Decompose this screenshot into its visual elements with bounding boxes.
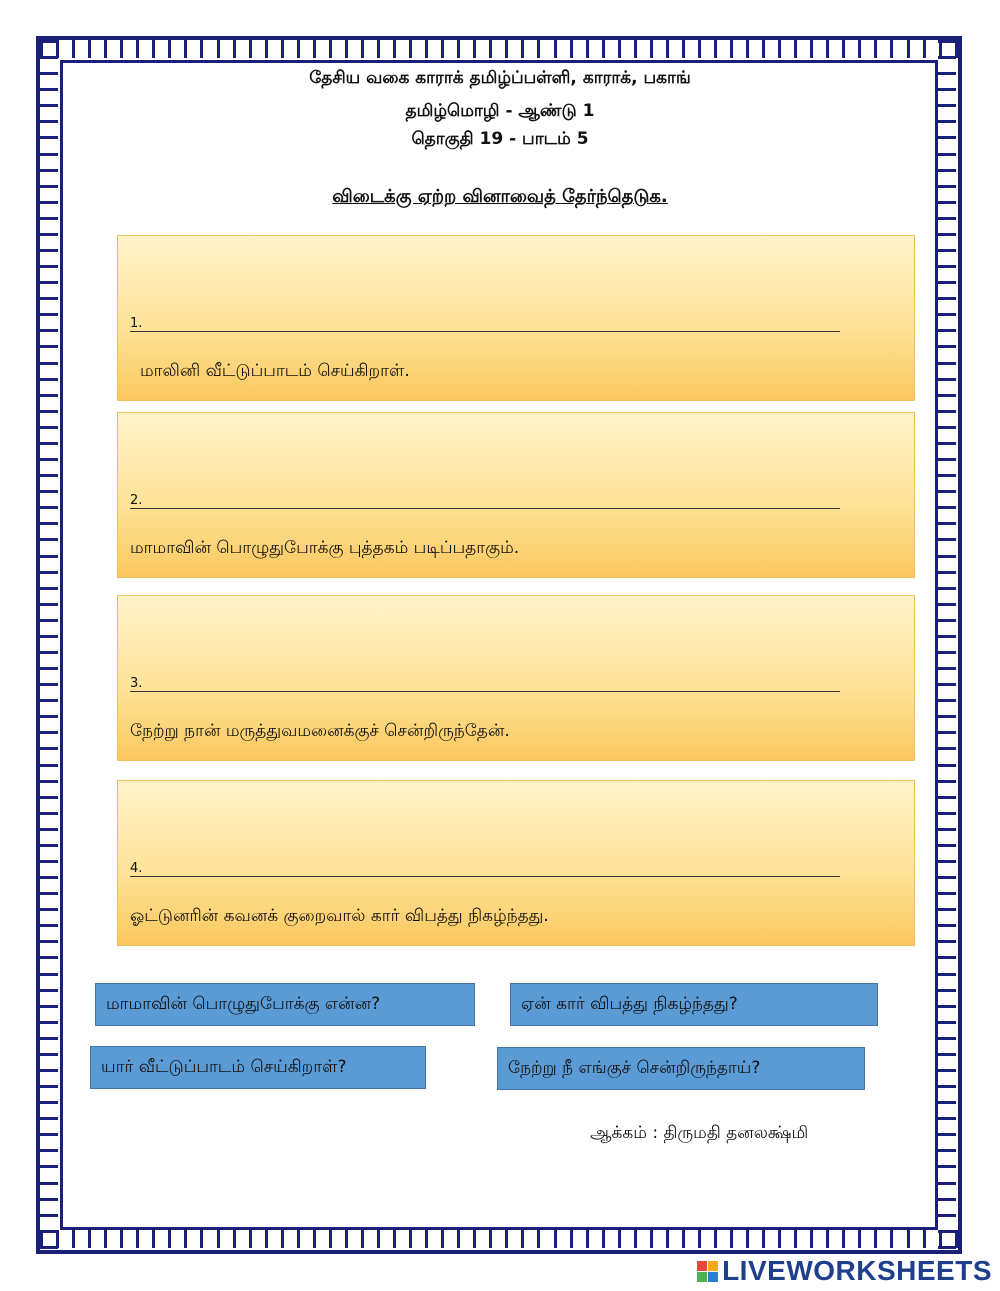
border-tick [473, 40, 476, 58]
border-tick [88, 1230, 91, 1248]
border-tick [40, 490, 58, 493]
border-tick [890, 1230, 893, 1248]
border-tick [152, 1230, 155, 1248]
border-tick [72, 40, 75, 58]
border-tick [762, 40, 765, 58]
border-tick [938, 860, 956, 863]
border-tick [40, 313, 58, 316]
border-tick [40, 458, 58, 461]
border-tick [554, 40, 557, 58]
border-tick [425, 40, 428, 58]
border-tick [329, 1230, 332, 1248]
border-tick [40, 1230, 58, 1233]
border-tick [40, 56, 58, 59]
border-tick [938, 1053, 956, 1056]
border-tick [938, 233, 956, 236]
border-tick [40, 940, 58, 943]
border-tick [938, 362, 956, 365]
border-tick [634, 1230, 637, 1248]
border-tick [40, 1214, 58, 1217]
border-tick [40, 1085, 58, 1088]
border-tick [40, 329, 58, 332]
border-tick [40, 908, 58, 911]
answer-drop-zone-2[interactable] [130, 488, 840, 509]
border-tick [938, 426, 956, 429]
border-tick [40, 635, 58, 638]
border-tick [570, 1230, 573, 1248]
option-card[interactable]: மாமாவின் பொழுதுபோக்கு என்ன? [95, 983, 475, 1026]
border-tick [297, 1230, 300, 1248]
border-tick [938, 522, 956, 525]
border-tick [938, 828, 956, 831]
border-tick [938, 378, 956, 381]
question-box-4 [117, 780, 915, 946]
border-tick [682, 1230, 685, 1248]
border-tick [938, 603, 956, 606]
border-tick [938, 555, 956, 558]
border-tick [40, 153, 58, 156]
border-tick [40, 1133, 58, 1136]
answer-text: நேற்று நான் மருத்துவமனைக்குச் சென்றிருந்தேன். [130, 721, 510, 741]
border-tick [938, 892, 956, 895]
border-tick [746, 1230, 749, 1248]
border-tick [40, 1053, 58, 1056]
border-tick [602, 1230, 605, 1248]
border-tick [938, 571, 956, 574]
border-tick [40, 362, 58, 365]
border-tick [136, 1230, 139, 1248]
question-number: 3. [130, 676, 143, 691]
border-tick [40, 233, 58, 236]
border-tick [441, 40, 444, 58]
border-tick [938, 1246, 956, 1249]
border-tick [489, 40, 492, 58]
border-tick [40, 812, 58, 815]
border-tick [938, 844, 956, 847]
border-tick [425, 1230, 428, 1248]
border-tick [938, 956, 956, 959]
border-tick [938, 313, 956, 316]
border-tick [40, 410, 58, 413]
border-tick [104, 40, 107, 58]
border-tick [907, 1230, 910, 1248]
border-tick [938, 651, 956, 654]
border-tick [938, 394, 956, 397]
border-tick [826, 40, 829, 58]
border-tick [938, 329, 956, 332]
border-tick [281, 1230, 284, 1248]
border-tick [457, 40, 460, 58]
border-tick [938, 40, 956, 43]
border-tick [890, 40, 893, 58]
border-tick [698, 40, 701, 58]
answer-drop-zone-1[interactable] [130, 311, 840, 332]
border-tick [313, 40, 316, 58]
border-tick [377, 1230, 380, 1248]
border-tick [698, 1230, 701, 1248]
border-tick [409, 1230, 412, 1248]
border-tick [938, 1214, 956, 1217]
border-tick [938, 56, 956, 59]
border-tick [938, 747, 956, 750]
border-tick [842, 1230, 845, 1248]
border-tick [40, 281, 58, 284]
border-tick [938, 442, 956, 445]
border-tick [184, 1230, 187, 1248]
border-tick [938, 635, 956, 638]
border-tick [40, 426, 58, 429]
border-tick [40, 956, 58, 959]
border-tick [361, 1230, 364, 1248]
border-tick [40, 1037, 58, 1040]
border-tick [938, 973, 956, 976]
border-tick [874, 40, 877, 58]
border-tick [730, 1230, 733, 1248]
border-ticks-bottom [40, 1230, 958, 1250]
border-tick [634, 40, 637, 58]
border-tick [217, 40, 220, 58]
border-tick [938, 297, 956, 300]
border-tick [794, 40, 797, 58]
border-tick [505, 40, 508, 58]
border-tick [40, 474, 58, 477]
border-tick [281, 40, 284, 58]
question-box-1 [117, 235, 915, 401]
border-tick [938, 989, 956, 992]
border-tick [104, 1230, 107, 1248]
border-tick [826, 1230, 829, 1248]
border-tick [152, 40, 155, 58]
border-tick [40, 1198, 58, 1201]
border-tick [938, 1149, 956, 1152]
question-box-3 [117, 595, 915, 761]
border-tick [730, 40, 733, 58]
border-tick [537, 40, 540, 58]
border-tick [938, 410, 956, 413]
border-tick [938, 796, 956, 799]
border-tick [40, 1182, 58, 1185]
border-tick [120, 40, 123, 58]
border-tick [810, 40, 813, 58]
border-tick [40, 989, 58, 992]
border-tick [874, 1230, 877, 1248]
border-tick [457, 1230, 460, 1248]
border-tick [40, 442, 58, 445]
border-tick [938, 217, 956, 220]
border-tick [409, 40, 412, 58]
border-tick [938, 876, 956, 879]
border-tick [938, 1069, 956, 1072]
border-tick [650, 1230, 653, 1248]
border-tick [40, 538, 58, 541]
border-tick [200, 1230, 203, 1248]
border-tick [217, 1230, 220, 1248]
border-tick [858, 1230, 861, 1248]
border-tick [265, 40, 268, 58]
border-ticks-right [938, 40, 958, 1250]
border-tick [938, 715, 956, 718]
border-tick [618, 1230, 621, 1248]
border-tick [938, 281, 956, 284]
border-tick [923, 1230, 926, 1248]
border-tick [554, 1230, 557, 1248]
border-tick [40, 1069, 58, 1072]
instruction: விடைக்கு ஏற்ற வினாவைத் தேர்ந்தெடுக. [332, 186, 668, 207]
border-tick [938, 683, 956, 686]
border-tick [345, 1230, 348, 1248]
border-tick [938, 924, 956, 927]
border-tick [40, 619, 58, 622]
border-tick [794, 1230, 797, 1248]
border-tick [40, 394, 58, 397]
border-tick [40, 844, 58, 847]
school-name: தேசிய வகை காராக் தமிழ்ப்பள்ளி, காராக், பகாங் [309, 68, 691, 88]
border-tick [393, 1230, 396, 1248]
answer-text: மாலினி வீட்டுப்பாடம் செய்கிறாள். [140, 361, 410, 381]
border-tick [40, 1117, 58, 1120]
border-tick [40, 506, 58, 509]
border-tick [938, 908, 956, 911]
option-card[interactable]: நேற்று நீ எங்குச் சென்றிருந்தாய்? [497, 1047, 865, 1090]
border-tick [938, 1101, 956, 1104]
border-tick [40, 683, 58, 686]
watermark-text: LIVEWORKSHEETS [722, 1255, 992, 1286]
border-ticks-left [40, 40, 60, 1250]
answer-drop-zone-4[interactable] [130, 856, 840, 877]
border-tick [361, 40, 364, 58]
border-tick [938, 1021, 956, 1024]
border-tick [40, 1246, 58, 1249]
border-tick [40, 40, 58, 43]
border-tick [40, 297, 58, 300]
border-tick [233, 1230, 236, 1248]
border-tick [938, 345, 956, 348]
border-tick [938, 1182, 956, 1185]
border-tick [938, 1133, 956, 1136]
border-tick [938, 1117, 956, 1120]
question-number: 1. [130, 316, 143, 331]
border-tick [265, 1230, 268, 1248]
border-tick [666, 1230, 669, 1248]
border-tick [40, 1021, 58, 1024]
border-tick [184, 40, 187, 58]
border-tick [938, 538, 956, 541]
lesson-title: தொகுதி 19 - பாடம் 5 [411, 129, 589, 149]
border-tick [40, 1149, 58, 1152]
border-tick [345, 40, 348, 58]
border-tick [72, 1230, 75, 1248]
border-tick [393, 40, 396, 58]
border-tick [40, 780, 58, 783]
border-tick [377, 40, 380, 58]
border-tick [40, 378, 58, 381]
border-tick [618, 40, 621, 58]
border-tick [40, 667, 58, 670]
border-tick [505, 1230, 508, 1248]
border-tick [40, 571, 58, 574]
border-tick [441, 1230, 444, 1248]
border-tick [842, 40, 845, 58]
border-tick [473, 1230, 476, 1248]
border-tick [938, 1198, 956, 1201]
border-tick [40, 747, 58, 750]
border-tick [40, 764, 58, 767]
option-card[interactable]: ஏன் கார் விபத்து நிகழ்ந்தது? [510, 983, 878, 1026]
border-tick [746, 40, 749, 58]
border-tick [602, 40, 605, 58]
question-box-2 [117, 412, 915, 578]
border-tick [810, 1230, 813, 1248]
border-tick [938, 699, 956, 702]
border-tick [40, 265, 58, 268]
border-tick [938, 1165, 956, 1168]
border-tick [40, 522, 58, 525]
border-tick [40, 715, 58, 718]
border-tick [537, 1230, 540, 1248]
border-tick [938, 587, 956, 590]
border-tick [120, 1230, 123, 1248]
author-credit: ஆக்கம் : திருமதி தனலக்ஷ்மி [590, 1123, 809, 1143]
border-tick [136, 40, 139, 58]
border-tick [40, 587, 58, 590]
border-tick [40, 651, 58, 654]
border-tick [938, 153, 956, 156]
border-tick [938, 1230, 956, 1233]
border-tick [938, 265, 956, 268]
border-tick [297, 40, 300, 58]
border-tick [938, 474, 956, 477]
border-tick [666, 40, 669, 58]
option-card[interactable]: யார் வீட்டுப்பாடம் செய்கிறாள்? [90, 1046, 426, 1089]
border-tick [907, 40, 910, 58]
border-tick [40, 603, 58, 606]
border-tick [489, 1230, 492, 1248]
border-tick [570, 40, 573, 58]
border-tick [40, 169, 58, 172]
border-tick [40, 876, 58, 879]
border-tick [40, 1165, 58, 1168]
border-tick [586, 40, 589, 58]
border-tick [521, 1230, 524, 1248]
border-tick [249, 40, 252, 58]
border-tick [40, 828, 58, 831]
border-tick [329, 40, 332, 58]
border-tick [233, 40, 236, 58]
border-tick [40, 892, 58, 895]
border-tick [938, 458, 956, 461]
answer-text: ஓட்டுனரின் கவனக் குறைவால் கார் விபத்து நிகழ்ந்தது. [130, 906, 549, 926]
border-tick [938, 169, 956, 172]
border-tick [938, 1005, 956, 1008]
border-tick [650, 40, 653, 58]
border-tick [40, 973, 58, 976]
border-tick [938, 667, 956, 670]
border-tick [938, 490, 956, 493]
border-ticks-top [40, 40, 958, 60]
border-tick [938, 764, 956, 767]
border-tick [40, 345, 58, 348]
border-tick [938, 619, 956, 622]
border-tick [938, 940, 956, 943]
answer-text: மாமாவின் பொழுதுபோக்கு புத்தகம் படிப்பதாகும். [130, 538, 520, 558]
border-tick [40, 796, 58, 799]
liveworksheets-watermark [697, 1255, 992, 1287]
border-tick [40, 249, 58, 252]
border-tick [40, 860, 58, 863]
border-tick [249, 1230, 252, 1248]
border-tick [938, 1037, 956, 1040]
border-tick [40, 1005, 58, 1008]
border-tick [714, 40, 717, 58]
border-tick [938, 506, 956, 509]
border-tick [778, 1230, 781, 1248]
border-tick [778, 40, 781, 58]
subject-title: தமிழ்மொழி - ஆண்டு 1 [405, 101, 595, 121]
border-tick [168, 40, 171, 58]
border-tick [923, 40, 926, 58]
question-number: 4. [130, 861, 143, 876]
border-tick [40, 555, 58, 558]
border-tick [762, 1230, 765, 1248]
border-tick [938, 1085, 956, 1088]
border-tick [938, 780, 956, 783]
border-tick [313, 1230, 316, 1248]
border-tick [521, 40, 524, 58]
border-tick [858, 40, 861, 58]
question-number: 2. [130, 493, 143, 508]
border-tick [682, 40, 685, 58]
border-tick [88, 40, 91, 58]
border-tick [714, 1230, 717, 1248]
liveworksheets-logo-icon [697, 1261, 718, 1282]
answer-drop-zone-3[interactable] [130, 671, 840, 692]
border-tick [938, 249, 956, 252]
border-tick [586, 1230, 589, 1248]
border-tick [40, 924, 58, 927]
border-tick [200, 40, 203, 58]
border-tick [938, 731, 956, 734]
border-tick [168, 1230, 171, 1248]
border-tick [40, 1101, 58, 1104]
border-tick [938, 812, 956, 815]
border-tick [40, 699, 58, 702]
border-tick [40, 731, 58, 734]
border-tick [40, 217, 58, 220]
